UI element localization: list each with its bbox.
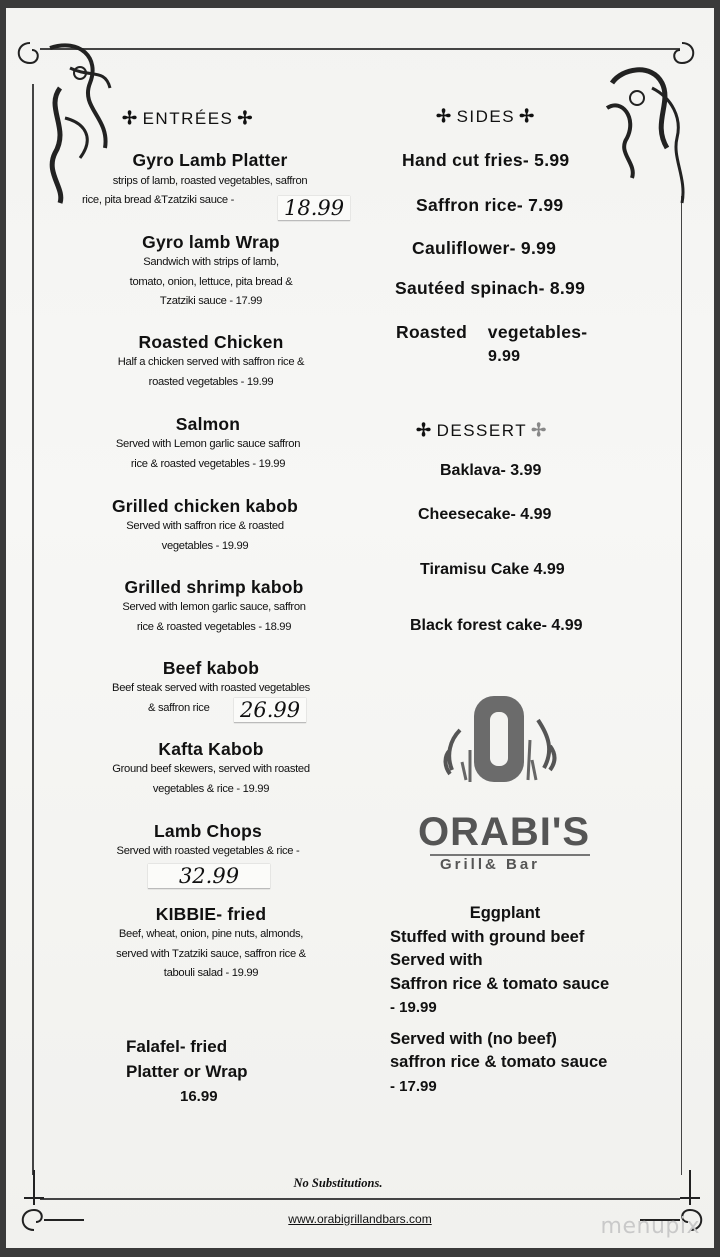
entree-desc: rice, pita bread &Tzatziki sauce - [82, 194, 235, 206]
border-bottom [40, 1198, 680, 1200]
side-item: Roasted vegetables- [396, 322, 588, 342]
entree-desc: Served with saffron rice & roasted [126, 520, 284, 532]
eggplant-title: Eggplant [469, 904, 541, 922]
side-item: Saffron rice- 7.99 [416, 195, 564, 215]
falafel-line2: Platter or Wrap [126, 1062, 248, 1081]
entree-desc: vegetables & rice - 19.99 [152, 782, 270, 795]
eggplant-line: Served with [390, 951, 483, 969]
entrees-heading [118, 108, 258, 129]
eggplant-alt-line: saffron rice & tomato sauce [390, 1053, 608, 1071]
sides-heading-label: SIDES [456, 107, 516, 126]
entree-desc: vegetables - 19.99 [161, 539, 249, 552]
entree-item [80, 821, 336, 862]
entree-name: Roasted Chicken [138, 332, 284, 352]
entree-item [80, 414, 336, 474]
dessert-item: Cheesecake- 4.99 [418, 506, 552, 523]
no-substitutions-note: No Substitutions. [293, 1176, 383, 1190]
entree-name: Lamb Chops [154, 821, 262, 841]
entree-name: KIBBIE- fried [155, 904, 267, 924]
entree-name: Kafta Kabob [158, 739, 264, 759]
corner-ornament-top-right [592, 28, 707, 208]
dessert-item: Baklava- 3.99 [440, 462, 542, 479]
entree-desc: Ground beef skewers, served with roasted [112, 763, 310, 775]
entree-desc: Served with Lemon garlic sauce saffron [115, 438, 301, 450]
entree-desc: Tzatziki sauce - 17.99 [159, 295, 263, 307]
eggplant-alt-line: Served with (no beef) [390, 1029, 557, 1048]
falafel-item [126, 1034, 248, 1109]
website-link[interactable]: www.orabigrillandbars.com [288, 1212, 432, 1226]
border-top [40, 48, 680, 50]
eggplant-alt-line: - 17.99 [390, 1077, 437, 1095]
corner-ornament-bottom-left [14, 1160, 94, 1240]
entree-desc: Served with roasted vegetables & rice - [116, 845, 300, 857]
entree-desc: rice & roasted vegetables - 18.99 [136, 620, 292, 633]
entree-name: Beef kabob [162, 658, 260, 678]
handwritten-price: 32.99 [148, 864, 270, 889]
entree-item [80, 232, 342, 312]
entree-name: Gyro lamb Wrap [142, 232, 280, 252]
handwritten-price: 18.99 [278, 196, 350, 221]
entree-item [80, 739, 342, 799]
falafel-price: 16.99 [180, 1088, 218, 1105]
side-item: Sautéed spinach- 8.99 [395, 278, 586, 298]
cross-ornament-icon: ✢ [416, 420, 433, 440]
handwritten-price: 26.99 [234, 698, 306, 723]
dessert-heading [412, 420, 552, 441]
brand-name: ORABI'S [418, 810, 591, 854]
eggplant-line: Stuffed with ground beef [390, 927, 585, 946]
entree-item [86, 577, 342, 637]
cross-ornament-icon: ✢ [519, 106, 536, 126]
entree-name: Grilled chicken kabob [111, 496, 299, 516]
entree-desc: Sandwich with strips of lamb, [143, 256, 279, 268]
eggplant-line: - 19.99 [390, 999, 437, 1016]
entree-desc: roasted vegetables - 19.99 [148, 375, 274, 388]
side-item: Cauliflower- 9.99 [412, 238, 557, 258]
side-item: Hand cut fries- 5.99 [402, 150, 570, 170]
sides-heading [432, 106, 540, 127]
entree-desc: Beef steak served with roasted vegetables [112, 682, 310, 694]
entrees-heading-label: ENTRÉES [142, 109, 234, 128]
menupix-watermark: menupix [600, 1214, 700, 1239]
entree-name: Grilled shrimp kabob [124, 577, 304, 597]
entree-desc: tomato, onion, lettuce, pita bread & [129, 275, 293, 288]
entree-desc: rice & roasted vegetables - 19.99 [130, 457, 286, 470]
entree-desc: Beef, wheat, onion, pine nuts, almonds, [118, 928, 304, 940]
border-left [32, 84, 34, 1175]
cross-ornament-icon: ✢ [436, 106, 453, 126]
entree-desc: strips of lamb, roasted vegetables, saffron [112, 175, 308, 187]
dessert-heading-label: DESSERT [436, 421, 528, 440]
eggplant-item [390, 902, 680, 1098]
entree-name: Salmon [175, 414, 241, 434]
entree-desc: & saffron rice [148, 701, 210, 714]
dessert-item: Tiramisu Cake 4.99 [420, 561, 565, 578]
entree-desc: Half a chicken served with saffron rice & [117, 356, 305, 368]
cross-ornament-icon: ✢ [122, 108, 139, 128]
entree-item [80, 332, 342, 392]
side-item-price: 9.99 [488, 348, 521, 365]
brand-subtitle: Grill& Bar [440, 856, 541, 873]
entree-item [80, 496, 330, 556]
dessert-item: Black forest cake- 4.99 [410, 617, 583, 634]
eggplant-line: Saffron rice & tomato sauce [390, 974, 610, 993]
cross-ornament-icon: ✢ [237, 108, 254, 128]
falafel-line1: Falafel- fried [126, 1037, 228, 1056]
border-right [681, 196, 683, 1175]
entree-name: Gyro Lamb Platter [132, 150, 288, 170]
entree-desc: served with Tzatziki sauce, saffron rice & [116, 947, 306, 960]
entree-desc: tabouli salad - 19.99 [163, 967, 259, 979]
cross-ornament-icon: ✢ [531, 420, 548, 440]
entree-desc: Served with lemon garlic sauce, saffron [122, 601, 306, 613]
entree-item [80, 904, 342, 984]
orabis-logo-icon [440, 690, 560, 790]
